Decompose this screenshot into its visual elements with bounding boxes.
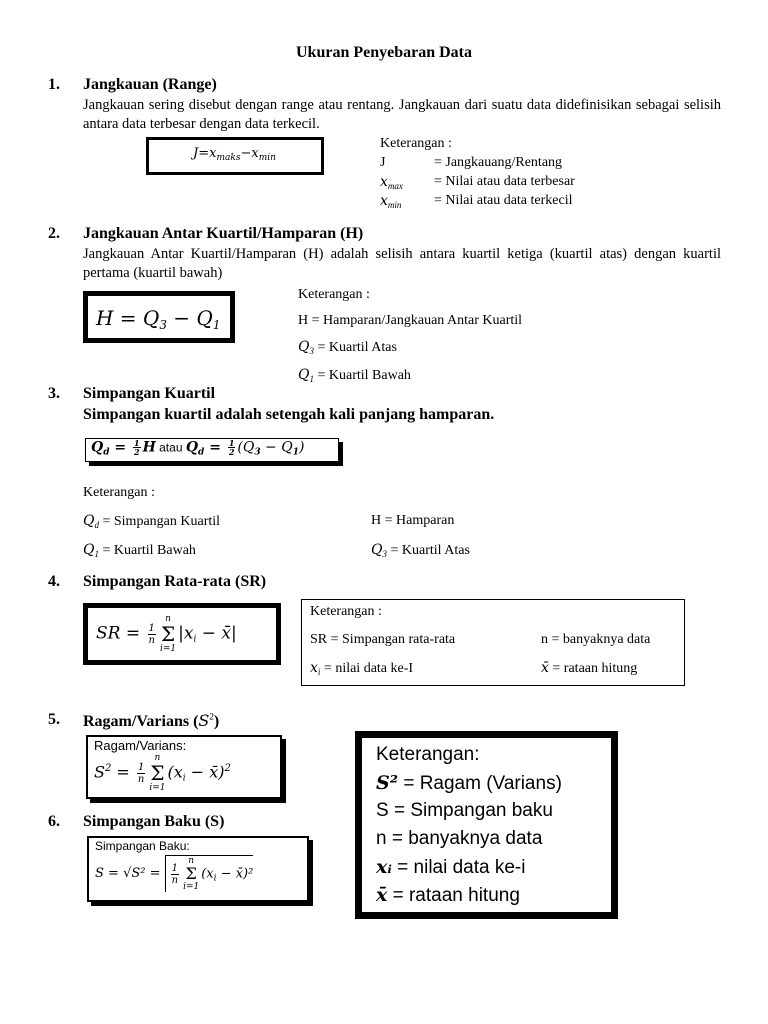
section-2-description: Jangkauan Antar Kuartil/Hamparan (H) adalah selisih antara kuartil ketiga (kuartil atas) dengan kuartil pertama (kuartil bawah) [83,246,721,281]
hamparan-formula-box [83,291,235,343]
section-1-ket-sym: $x_{max}$ [380,174,403,191]
section-4-ket-item: $x_i$ = nilai data ke-I [310,660,414,677]
section-1-title: Jangkauan (Range) [83,76,217,93]
section-4-ket-title: Keterangan : [310,604,382,619]
section-2-title: Jangkauan Antar Kuartil/Hamparan (H) [83,225,364,242]
ragam-formula: $S^2$ = $\frac{1}{n}$ n Σ i=1 ($x_i$ − x̄)$^2$ [94,753,231,793]
big-ket-item: S = Simpangan baku [376,800,553,821]
section-3-title: Simpangan Kuartil [83,385,216,402]
big-ket-item: S² = Ragam (Varians) [376,772,562,794]
simpangan-baku-formula-label: Simpangan Baku: [95,839,190,853]
section-1-number: 1. [48,76,60,93]
hamparan-formula: $H = Q_3 - Q_1$ [96,306,221,332]
section-4-ket-box [301,599,685,686]
simpangan-rata-rata-formula-box [83,603,281,665]
section-3-subtitle: Simpangan kuartil adalah setengah kali panjang hamparan. [83,406,495,423]
section-3-ket-item: $Q_3$ = Kuartil Atas [371,542,470,559]
section-2-ket-item: $Q_1$ = Kuartil Bawah [298,367,411,384]
section-5-title: Ragam/Varians $(S^2)$ [83,711,220,730]
section-4-ket-item: n = banyaknya data [541,632,651,647]
section-4-title: Simpangan Rata-rata (SR) [83,573,267,590]
section-3-number: 3. [48,385,60,402]
simpangan-rata-rata-formula: SR = $\frac{1}{n}$ n Σ i=1 $|x_i$ − x̄| [96,614,237,654]
section-1-description: Jangkauan sering disebut dengan range atau rentang. Jangkauan dari suatu data didefinisikan sebagai selisih antara data terbesar dengan data terkecil. [83,97,721,132]
ragam-formula-box [86,735,282,799]
section-1-ket-sym: J [380,155,386,170]
simpangan-kuartil-formula: $Q_d$ = $\frac{1}{2}$ H atau $Q_d$ = $\frac{1}{2}$ $(Q_3 - Q_1)$ [91,438,305,458]
section-1-ket-text: = Nilai atau data terkecil [434,193,573,208]
section-3-ket-item: $Q_1$ = Kuartil Bawah [83,542,196,559]
section-3-ket-title: Keterangan : [83,485,155,500]
section-3-ket-item: $Q_d$ = Simpangan Kuartil [83,513,221,530]
section-5-number: 5. [48,711,60,728]
section-2-ket-item: H = Hamparan/Jangkauan Antar Kuartil [298,313,523,328]
section-2-ket-item: $Q_3$ = Kuartil Atas [298,339,397,356]
big-ket-title: Keterangan: [376,744,480,765]
simpangan-kuartil-formula-box [85,438,339,462]
section-1-ket-sym: $x_{min}$ [380,193,402,210]
section-1-ket-title: Keterangan : [380,136,452,151]
simpangan-baku-formula-box [87,836,309,902]
section-2-number: 2. [48,225,60,242]
big-ket-item: xᵢ = nilai data ke-i [376,856,526,878]
section-1-ket-text: = Nilai atau data terbesar [434,174,575,189]
section-1-ket-text: = Jangkauang/Rentang [434,155,563,170]
big-ket-item: x̄ = rataan hitung [376,884,520,906]
ragam-formula-label: Ragam/Varians: [94,738,187,753]
section-4-ket-item: SR = Simpangan rata-rata [310,632,456,647]
range-formula: $J=x_{maks}-x_{min}$ [193,146,276,163]
page-title: Ukuran Penyebaran Data [295,44,472,61]
section-4-number: 4. [48,573,60,590]
section-3-ket-item: H = Hamparan [371,513,455,528]
section-6-title: Simpangan Baku (S) [83,813,225,830]
big-ket-box [355,731,618,919]
section-2-ket-title: Keterangan : [298,287,370,302]
section-6-number: 6. [48,813,60,830]
big-ket-item: n = banyaknya data [376,828,543,849]
section-4-ket-item: x̄ = rataan hitung [541,660,638,676]
range-formula-box [147,138,323,174]
simpangan-baku-formula: S = √S² = $\frac{1}{n}$ n Σ i=1 ($x_i$ − x̄)² [95,856,254,892]
